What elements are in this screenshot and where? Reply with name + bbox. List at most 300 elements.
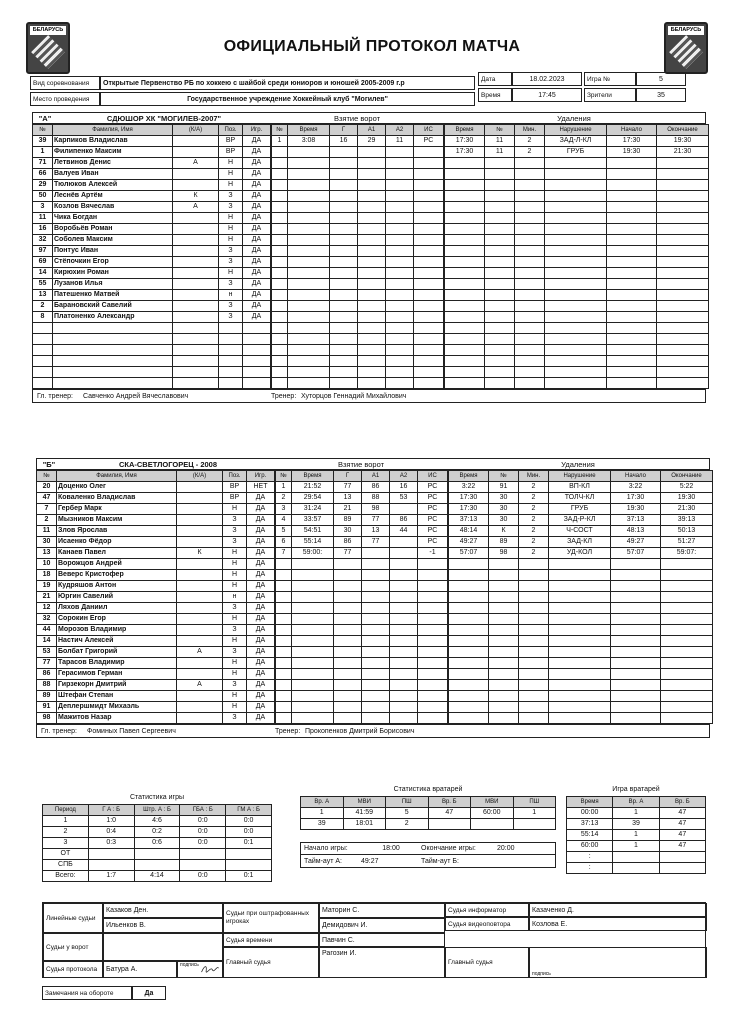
roster-header: (К/А): [177, 471, 223, 482]
timeout-b-label: Тайм-аут Б:: [421, 857, 459, 865]
penalty-no: [485, 180, 515, 191]
goalie-stats-title: Статистика вратарей: [393, 786, 463, 793]
goal-a2: [386, 290, 414, 301]
player-played: [243, 345, 271, 356]
player-position: Н: [223, 636, 247, 647]
roster-row: [33, 224, 271, 235]
penalty-row: [445, 334, 709, 345]
game-start-label: Начало игры:: [304, 845, 348, 852]
penalty-start: [611, 625, 661, 636]
timeout-a-label: Тайм-аут А:: [304, 857, 342, 865]
player-name: [53, 334, 173, 345]
goal-a2: 53: [390, 493, 418, 504]
penalty-time: 48:14: [449, 526, 489, 537]
goal-time: [292, 592, 334, 603]
penalty-no: [489, 702, 519, 713]
penalty-viol: [545, 356, 607, 367]
stats-header: ГБА : Б: [180, 805, 226, 816]
roster-header: №: [37, 471, 57, 482]
announcer: Казаченко Д.: [529, 903, 707, 917]
player-role: [173, 312, 219, 323]
goal-a2: 44: [390, 526, 418, 537]
goalie-stats-cell: 1: [301, 808, 344, 819]
penalty-no: [485, 246, 515, 257]
goal-time: [292, 658, 334, 669]
goalie-stats-table: [300, 796, 556, 830]
penalty-no: [489, 691, 519, 702]
penalty-start: [607, 356, 657, 367]
roster-row: [37, 504, 275, 515]
goalie-game-row: [567, 819, 706, 830]
player-number: 66: [33, 169, 53, 180]
goal-g: [334, 680, 362, 691]
team-b-letter: "Б": [42, 459, 56, 469]
penalties-header: №: [489, 471, 519, 482]
goal-a2: [386, 367, 414, 378]
goal-is: [414, 378, 444, 389]
player-number: 50: [33, 191, 53, 202]
player-role: [177, 625, 223, 636]
stats-header: Штр. А : Б: [134, 805, 180, 816]
roster-row: [33, 323, 271, 334]
goalie-game-row: [567, 863, 706, 874]
goal-time: [292, 680, 334, 691]
goal-row: [276, 691, 448, 702]
penalty-min: [515, 356, 545, 367]
player-name: Коваленко Владислав: [57, 493, 177, 504]
player-name: Чика Богдан: [53, 213, 173, 224]
scorekeeper-label: Судья протокола: [43, 961, 103, 978]
venue-value: Государственное учреждение Хоккейный клуб "Могилев": [100, 92, 475, 106]
goal-a1: [358, 334, 386, 345]
goal-time: [292, 625, 334, 636]
goal-g: [330, 169, 358, 180]
goal-n: [276, 680, 292, 691]
game-end-label: Окончание игры:: [421, 845, 476, 852]
penalty-no: [485, 158, 515, 169]
roster-row: [33, 378, 271, 389]
player-position: З: [219, 301, 243, 312]
player-position: Н: [223, 614, 247, 625]
player-number: [33, 323, 53, 334]
player-position: н: [223, 592, 247, 603]
player-role: А: [173, 158, 219, 169]
player-name: Кирюхин Роман: [53, 268, 173, 279]
penalty-no: 11: [485, 136, 515, 147]
goal-a1: [358, 301, 386, 312]
player-played: [243, 356, 271, 367]
goal-time: [292, 559, 334, 570]
penalty-end: [657, 279, 709, 290]
penalty-time: [445, 279, 485, 290]
penalty-time: [449, 636, 489, 647]
player-number: 71: [33, 158, 53, 169]
goal-time: 21:52: [292, 482, 334, 493]
goal-n: [272, 279, 288, 290]
player-name: Болбат Григорий: [57, 647, 177, 658]
team-b-penalties-table: [448, 470, 713, 724]
player-played: ДА: [247, 537, 275, 548]
player-played: ДА: [243, 235, 271, 246]
player-played: ДА: [243, 136, 271, 147]
player-role: [173, 367, 219, 378]
goal-n: [272, 202, 288, 213]
goal-g: 13: [334, 493, 362, 504]
goal-time: 3:08: [288, 136, 330, 147]
penalty-start: [611, 713, 661, 724]
penalty-min: [519, 658, 549, 669]
player-position: Н: [223, 669, 247, 680]
goal-a1: [362, 581, 390, 592]
penalty-start: [607, 191, 657, 202]
goals-header: №: [276, 471, 292, 482]
stats-cell: [134, 849, 180, 860]
penalty-no: [485, 367, 515, 378]
goalie-game-header: Время: [567, 797, 613, 808]
player-number: 3: [33, 202, 53, 213]
goal-g: [330, 290, 358, 301]
penalty-time: [449, 669, 489, 680]
penalty-no: [485, 378, 515, 389]
player-played: ДА: [243, 257, 271, 268]
goal-n: [272, 235, 288, 246]
penalty-row: [449, 702, 713, 713]
player-played: ДА: [243, 312, 271, 323]
goal-is: [418, 691, 448, 702]
penalties-header: Нарушение: [545, 125, 607, 136]
penalty-end: [661, 713, 713, 724]
goal-n: [272, 158, 288, 169]
penalty-box-label: Судьи при оштрафованных игроках: [223, 903, 319, 933]
player-played: [243, 378, 271, 389]
penalty-row: [445, 268, 709, 279]
penalty-row: [449, 526, 713, 537]
goal-time: [288, 312, 330, 323]
player-name: Герасимов Герман: [57, 669, 177, 680]
penalty-viol: [545, 191, 607, 202]
player-role: [173, 224, 219, 235]
penalty-time: [445, 257, 485, 268]
player-number: [33, 367, 53, 378]
goal-g: [330, 246, 358, 257]
player-name: [53, 323, 173, 334]
penalty-start: [607, 290, 657, 301]
goal-is: [418, 592, 448, 603]
penalty-viol: ЗАД-Л-КЛ: [545, 136, 607, 147]
goal-is: РС: [418, 537, 448, 548]
penalty-min: 2: [519, 526, 549, 537]
penalty-start: [607, 378, 657, 389]
goal-n: [276, 570, 292, 581]
goal-time: 29:54: [292, 493, 334, 504]
penalty-start: [607, 224, 657, 235]
goal-is: [414, 345, 444, 356]
penalty-time: [445, 334, 485, 345]
stats-row: [43, 849, 272, 860]
penalty-end: 5:22: [661, 482, 713, 493]
player-number: [33, 356, 53, 367]
player-name: Козлов Вячеслав: [53, 202, 173, 213]
goal-n: [272, 246, 288, 257]
goalie-game-cell: 00:00: [567, 808, 613, 819]
goal-a2: [386, 224, 414, 235]
penalty-start: [607, 301, 657, 312]
penalty-viol: [545, 268, 607, 279]
goal-row: [276, 548, 448, 559]
penalty-viol: УД-КОЛ: [549, 548, 611, 559]
goal-is: РС: [418, 504, 448, 515]
player-name: Мызников Максим: [57, 515, 177, 526]
penalty-time: [445, 180, 485, 191]
goal-time: [288, 169, 330, 180]
penalty-no: [485, 345, 515, 356]
penalty-time: 37:13: [449, 515, 489, 526]
player-position: [219, 345, 243, 356]
penalty-start: [611, 581, 661, 592]
penalty-time: [445, 345, 485, 356]
penalty-row: [449, 482, 713, 493]
penalty-row: [449, 570, 713, 581]
player-role: [173, 279, 219, 290]
penalty-start: 19:30: [611, 504, 661, 515]
penalty-min: [515, 301, 545, 312]
goal-is: -1: [418, 548, 448, 559]
player-position: З: [219, 257, 243, 268]
goal-time: [288, 334, 330, 345]
team-a-penalties-table: [444, 124, 709, 389]
player-role: [177, 537, 223, 548]
goal-a2: [386, 147, 414, 158]
goal-a1: 88: [362, 493, 390, 504]
goal-judges-label: Судьи у ворот: [43, 933, 103, 961]
goalie-stats-cell: [513, 819, 556, 830]
goal-a2: [390, 625, 418, 636]
penalty-min: [515, 257, 545, 268]
goal-a2: [390, 504, 418, 515]
stats-cell: [180, 860, 226, 871]
player-played: ДА: [243, 180, 271, 191]
goal-row: [272, 290, 444, 301]
player-number: 2: [33, 301, 53, 312]
goal-a2: [390, 669, 418, 680]
penalty-end: [661, 559, 713, 570]
penalty-min: [515, 180, 545, 191]
goal-n: [272, 224, 288, 235]
goalie-game-cell: 60:00: [567, 841, 613, 852]
player-position: Н: [219, 213, 243, 224]
goal-a1: [362, 669, 390, 680]
referee: Рагозин И.: [319, 947, 445, 978]
team-a-coach: Савченко Андрей Вячеславович: [83, 392, 189, 400]
game-stats-table: [42, 804, 272, 882]
penalty-end: [661, 669, 713, 680]
penalty-start: [611, 570, 661, 581]
player-name: Веверс Кристофер: [57, 570, 177, 581]
goalie-stats-cell: 41:59: [343, 808, 386, 819]
goal-is: [414, 301, 444, 312]
penalty-row: [445, 169, 709, 180]
goal-time: [288, 279, 330, 290]
goal-time: 55:14: [292, 537, 334, 548]
player-number: 88: [37, 680, 57, 691]
penalty-end: 50:13: [661, 526, 713, 537]
goalie-game-cell: 1: [613, 830, 659, 841]
roster-row: [37, 658, 275, 669]
penalty-time: [449, 570, 489, 581]
penalty-time: [449, 680, 489, 691]
player-played: [243, 367, 271, 378]
goal-a2: [390, 592, 418, 603]
goal-is: [414, 213, 444, 224]
goal-n: [276, 647, 292, 658]
penalty-end: [661, 625, 713, 636]
goal-is: [418, 669, 448, 680]
goal-a1: [362, 636, 390, 647]
penalty-min: 2: [519, 548, 549, 559]
player-position: З: [219, 191, 243, 202]
team-b-coach2-label: Тренер:: [275, 727, 301, 735]
player-role: [173, 268, 219, 279]
goal-g: [330, 334, 358, 345]
goal-row: [272, 169, 444, 180]
penalty-min: [515, 334, 545, 345]
goal-g: [330, 158, 358, 169]
goal-a2: [386, 301, 414, 312]
penalty-viol: [549, 614, 611, 625]
penalty-start: [611, 647, 661, 658]
penalty-row: [449, 559, 713, 570]
goalie-game-row: [567, 830, 706, 841]
penalty-no: [489, 603, 519, 614]
player-played: ДА: [243, 224, 271, 235]
roster-row: [33, 290, 271, 301]
penalty-end: [657, 246, 709, 257]
player-played: ДА: [247, 713, 275, 724]
penalty-viol: ЗАД-Р-КЛ: [549, 515, 611, 526]
player-name: Филипенко Максим: [53, 147, 173, 158]
goals-header: ИС: [418, 471, 448, 482]
penalty-min: [515, 246, 545, 257]
goal-time: [288, 356, 330, 367]
penalty-start: [607, 334, 657, 345]
goal-g: [330, 224, 358, 235]
penalty-row: [445, 224, 709, 235]
goalie-game-header: Вр. Б: [659, 797, 705, 808]
player-role: [173, 345, 219, 356]
penalty-start: [607, 169, 657, 180]
penalty-time: [445, 191, 485, 202]
goal-time: [292, 570, 334, 581]
goal-time: [288, 323, 330, 334]
penalty-no: [489, 581, 519, 592]
goal-row: [276, 515, 448, 526]
goal-is: [418, 713, 448, 724]
player-played: ДА: [243, 301, 271, 312]
goal-is: РС: [418, 515, 448, 526]
goalie-game-cell: [613, 863, 659, 874]
penalty-end: [661, 680, 713, 691]
goal-g: 77: [334, 548, 362, 559]
goal-a2: [386, 268, 414, 279]
penalty-viol: [545, 323, 607, 334]
player-role: [173, 257, 219, 268]
player-number: 18: [37, 570, 57, 581]
goal-g: [330, 356, 358, 367]
stats-header: Г А : Б: [88, 805, 134, 816]
roster-row: [33, 268, 271, 279]
stats-cell: 0:2: [134, 827, 180, 838]
penalty-viol: [545, 202, 607, 213]
goal-a1: [362, 570, 390, 581]
player-role: [173, 169, 219, 180]
penalty-row: [445, 213, 709, 224]
player-name: Исаенко Фёдор: [57, 537, 177, 548]
goal-a1: [358, 191, 386, 202]
time-value: 17:45: [512, 88, 582, 102]
goal-n: [276, 658, 292, 669]
penalty-time: 49:27: [449, 537, 489, 548]
penalty-end: [657, 356, 709, 367]
player-name: Мажитов Назар: [57, 713, 177, 724]
penalty-start: [607, 367, 657, 378]
player-played: ДА: [247, 581, 275, 592]
scorekeeper-signature: подпись: [177, 961, 223, 978]
goal-row: [272, 158, 444, 169]
player-number: 32: [33, 235, 53, 246]
goal-n: [272, 378, 288, 389]
penalty-row: [445, 191, 709, 202]
roster-header-row: [37, 471, 275, 482]
penalty-row: [445, 378, 709, 389]
penalty-time: [445, 367, 485, 378]
penalty-end: [661, 647, 713, 658]
penalty-min: [515, 323, 545, 334]
penalty-time: [449, 658, 489, 669]
penalty-viol: [549, 669, 611, 680]
goal-is: [414, 246, 444, 257]
penalty-end: [661, 614, 713, 625]
stats-cell: 0:1: [226, 871, 272, 882]
player-role: [177, 482, 223, 493]
goal-a1: [358, 268, 386, 279]
penalty-start: [607, 345, 657, 356]
penalty-viol: [545, 224, 607, 235]
goal-a1: 98: [362, 504, 390, 515]
penalty-viol: [545, 312, 607, 323]
roster-row: [37, 526, 275, 537]
penalty-start: [607, 268, 657, 279]
team-a-penalties-title: Удаления: [557, 113, 591, 123]
roster-row: [33, 180, 271, 191]
player-played: НЕТ: [247, 482, 275, 493]
goal-n: 2: [276, 493, 292, 504]
penalty-no: [485, 312, 515, 323]
player-played: ДА: [247, 548, 275, 559]
penalty-end: 51:27: [661, 537, 713, 548]
goal-is: [414, 279, 444, 290]
goal-a2: [390, 647, 418, 658]
goalie-game-cell: 1: [613, 808, 659, 819]
penalty-time: [445, 246, 485, 257]
goal-time: 54:51: [292, 526, 334, 537]
penalty-end: [657, 180, 709, 191]
player-number: 20: [37, 482, 57, 493]
goal-row: [276, 559, 448, 570]
goal-a1: [358, 279, 386, 290]
goal-time: [292, 603, 334, 614]
roster-row: [37, 581, 275, 592]
penalty-end: [661, 691, 713, 702]
